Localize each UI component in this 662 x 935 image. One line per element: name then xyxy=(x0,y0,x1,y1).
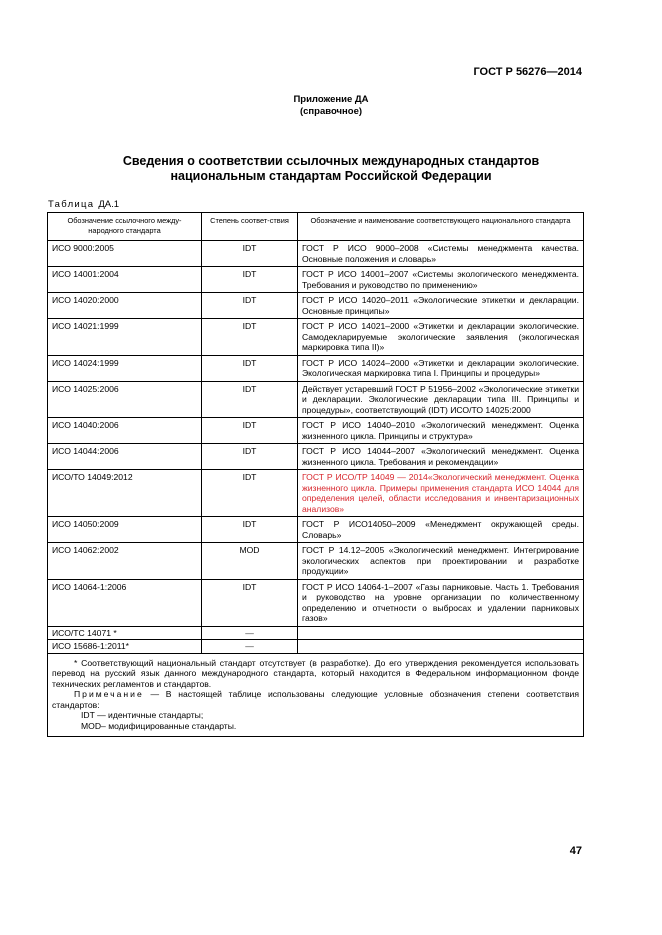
degree-cell: IDT xyxy=(202,444,298,470)
national-standard-cell xyxy=(298,640,584,654)
degree-cell: IDT xyxy=(202,381,298,418)
degree-cell: IDT xyxy=(202,241,298,267)
header-degree: Степень соответ-ствия xyxy=(202,213,298,241)
table-row xyxy=(48,543,584,580)
table-row xyxy=(48,267,584,293)
degree-cell: IDT xyxy=(202,293,298,319)
international-standard-cell: ИСО 14025:2006 xyxy=(48,381,202,418)
table-row xyxy=(48,517,584,543)
page-title xyxy=(0,154,662,184)
national-standard-cell: Действует устаревший ГОСТ Р 51956–2002 «Экологические этикетки и декларации. Экологические декларации типа III. Принципы и процедуры», соответствующий (IDT) ИСО/ТО 14025:2000 xyxy=(298,381,584,418)
international-standard-cell: ИСО 14044:2006 xyxy=(48,444,202,470)
page-title-line1: Сведения о соответствии ссылочных международных стандартов xyxy=(122,154,540,168)
note-text: — В настоящей таблице использованы следующие условные обозначения степени соответствия стандартов: xyxy=(52,689,579,710)
degree-cell: IDT xyxy=(202,418,298,444)
table-row xyxy=(48,470,584,517)
table-row xyxy=(48,579,584,626)
international-standard-cell: ИСО 9000:2005 xyxy=(48,241,202,267)
national-standard-cell: ГОСТ Р ИСО 14020–2011 «Экологические этикетки и декларации. Основные принципы» xyxy=(298,293,584,319)
degree-cell: IDT xyxy=(202,517,298,543)
national-standard-cell: ГОСТ Р ИСО 14064-1–2007 «Газы парниковые. Часть 1. Требования и руководство на уровне организации по количественному определению и отчетности о выбросах и удалении парниковых газов» xyxy=(298,579,584,626)
table-row xyxy=(48,626,584,640)
national-standard-cell: ГОСТ Р ИСО 14001–2007 «Системы экологического менеджмента. Требования и руководство по применению» xyxy=(298,267,584,293)
international-standard-cell: ИСО/ТО 14049:2012 xyxy=(48,470,202,517)
degree-cell: — xyxy=(202,640,298,654)
appendix-subtitle: (справочное) xyxy=(299,106,363,117)
degree-cell: IDT xyxy=(202,267,298,293)
national-standard-cell: ГОСТ Р ИСО 14044–2007 «Экологический менеджмент. Оценка жизненного цикла. Требования и рекомендации» xyxy=(298,444,584,470)
table-row xyxy=(48,293,584,319)
header-international-standard: Обозначение ссылочного между-народного стандарта xyxy=(48,213,202,241)
footnote-note xyxy=(52,689,579,710)
appendix-title: Приложение ДА xyxy=(293,94,369,105)
national-standard-cell: ГОСТ Р ИСО/ТР 14049 — 2014«Экологический менеджмент. Оценка жизненного цикла. Примеры применения стандарта ИСО 14044 для определения целей, области исследования и инвентаризационных анализов» xyxy=(298,470,584,517)
table-row xyxy=(48,444,584,470)
international-standard-cell: ИСО 14020:2000 xyxy=(48,293,202,319)
footnote-cell xyxy=(48,653,584,737)
international-standard-cell: ИСО 14024:1999 xyxy=(48,355,202,381)
header-national-standard: Обозначение и наименование соответствующего национального стандарта xyxy=(298,213,584,241)
national-standard-cell xyxy=(298,626,584,640)
table-header-row xyxy=(48,213,584,241)
international-standard-cell: ИСО 14040:2006 xyxy=(48,418,202,444)
document-code: ГОСТ Р 56276—2014 xyxy=(473,66,582,78)
footnote-row xyxy=(48,653,584,737)
national-standard-cell: ГОСТ Р 14.12–2005 «Экологический менеджмент. Интегрирование экологических аспектов при проектировании и разработке продукции» xyxy=(298,543,584,580)
national-standard-cell: ГОСТ Р ИСО 14024–2000 «Этикетки и декларации экологические. Экологическая маркировка типа I. Принципы и процедуры» xyxy=(298,355,584,381)
table-row xyxy=(48,418,584,444)
degree-cell: — xyxy=(202,626,298,640)
table-row xyxy=(48,319,584,356)
international-standard-cell: ИСО 14001:2004 xyxy=(48,267,202,293)
table-row xyxy=(48,381,584,418)
table-label-prefix: Таблица xyxy=(48,199,95,210)
international-standard-cell: ИСО 14021:1999 xyxy=(48,319,202,356)
international-standard-cell: ИСО 14064-1:2006 xyxy=(48,579,202,626)
international-standard-cell: ИСО 14050:2009 xyxy=(48,517,202,543)
table-row xyxy=(48,355,584,381)
national-standard-cell: ГОСТ Р ИСО 14040–2010 «Экологический менеджмент. Оценка жизненного цикла. Принципы и структура» xyxy=(298,418,584,444)
degree-cell: IDT xyxy=(202,579,298,626)
page-number: 47 xyxy=(569,845,582,857)
international-standard-cell: ИСО 15686-1:2011* xyxy=(48,640,202,654)
international-standard-cell: ИСО 14062:2002 xyxy=(48,543,202,580)
national-standard-cell: ГОСТ Р ИСО14050–2009 «Менеджмент окружающей среды. Словарь» xyxy=(298,517,584,543)
national-standard-cell: ГОСТ Р ИСО 14021–2000 «Этикетки и декларации экологические. Самодекларируемые экологические заявления (экологическая маркировка типа II)» xyxy=(298,319,584,356)
footnote-idt: IDT — идентичные стандарты; xyxy=(81,710,204,720)
footnote-text: * Соответствующий национальный стандарт отсутствует (в разработке). До его утверждения рекомендуется использовать перевод на русский язык данного международного стандарта, который находится в Федеральном информационном фонде технических регламентов и стандартов. xyxy=(52,657,579,689)
degree-cell: IDT xyxy=(202,319,298,356)
international-standard-cell: ИСО/ТС 14071 * xyxy=(48,626,202,640)
national-standard-cell: ГОСТ Р ИСО 9000–2008 «Системы менеджмента качества. Основные положения и словарь» xyxy=(298,241,584,267)
appendix-heading xyxy=(0,94,662,118)
table-row xyxy=(48,241,584,267)
degree-cell: IDT xyxy=(202,355,298,381)
degree-cell: MOD xyxy=(202,543,298,580)
page-title-line2: национальным стандартам Российской Федерации xyxy=(170,169,492,183)
note-label: Примечание xyxy=(74,689,144,699)
table-row xyxy=(48,640,584,654)
table-label-number: ДА.1 xyxy=(98,199,120,210)
degree-cell: IDT xyxy=(202,470,298,517)
footnote-mod: MOD– модифицированные стандарты. xyxy=(81,720,237,731)
table-label xyxy=(48,199,119,210)
standards-correspondence-table xyxy=(47,212,584,737)
